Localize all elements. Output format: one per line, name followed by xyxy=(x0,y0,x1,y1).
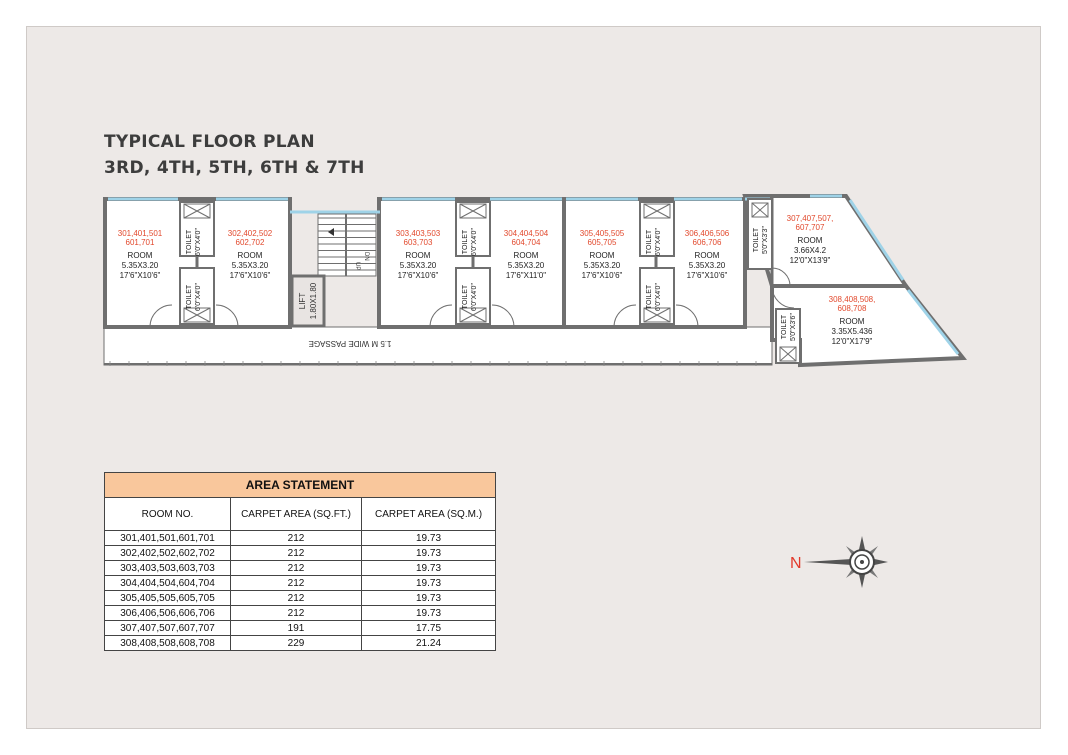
table-row xyxy=(105,546,496,561)
toilet-dimension: 6'0"X4'0" xyxy=(655,283,662,311)
room-label: ROOM xyxy=(797,236,823,245)
room-dimension-m: 5.35X3.20 xyxy=(399,261,437,270)
carpet-sqm-cell: 21.24 xyxy=(362,636,496,651)
room-dimension-m: 5.35X3.20 xyxy=(583,261,621,270)
toilet-label: TOILET xyxy=(462,229,469,255)
unit-number: 302,402,502 xyxy=(227,229,273,238)
carpet-sqft-cell: 229 xyxy=(231,636,362,651)
unit-number: 307,407,507, xyxy=(786,214,834,223)
room-dimension-ft: 17'6"X10'6" xyxy=(229,271,271,280)
unit-number: 601,701 xyxy=(125,238,155,247)
unit-number: 606,706 xyxy=(692,238,722,247)
area-statement-table xyxy=(104,472,496,651)
room-dimension-m: 5.35X3.20 xyxy=(507,261,545,270)
toilet-dimension: 6'0"X4'0" xyxy=(471,283,478,311)
col-header-room-no: ROOM NO. xyxy=(105,498,231,531)
table-row xyxy=(105,636,496,651)
lift-label: LIFT xyxy=(298,292,307,310)
stair-up-label: UP xyxy=(354,262,360,271)
carpet-sqft-cell: 212 xyxy=(231,546,362,561)
room-no-cell: 303,403,503,603,703 xyxy=(105,561,231,576)
north-label: N xyxy=(790,555,802,572)
table-row xyxy=(105,621,496,636)
room-dimension-ft: 12'0"X17'9" xyxy=(831,337,873,346)
table-row xyxy=(105,591,496,606)
carpet-sqft-cell: 212 xyxy=(231,606,362,621)
toilet-label: TOILET xyxy=(753,227,760,253)
carpet-sqm-cell: 19.73 xyxy=(362,606,496,621)
room-dimension-m: 3.35X5.436 xyxy=(831,327,873,336)
area-statement-title: AREA STATEMENT xyxy=(105,473,496,498)
toilet-label: TOILET xyxy=(646,284,653,310)
carpet-sqm-cell: 17.75 xyxy=(362,621,496,636)
toilet-label: TOILET xyxy=(646,229,653,255)
unit-number: 607,707 xyxy=(795,223,825,232)
unit-number: 306,406,506 xyxy=(684,229,730,238)
carpet-sqm-cell: 19.73 xyxy=(362,531,496,546)
room-label: ROOM xyxy=(127,251,153,260)
passage-label: 1.5 M WIDE PASSAGE xyxy=(308,339,392,348)
north-compass xyxy=(790,520,900,600)
room-dimension-ft: 17'6"X10'6" xyxy=(581,271,623,280)
room-label: ROOM xyxy=(405,251,431,260)
carpet-sqft-cell: 212 xyxy=(231,591,362,606)
room-label: ROOM xyxy=(513,251,539,260)
room-label: ROOM xyxy=(839,317,865,326)
toilet-label: TOILET xyxy=(781,314,788,340)
toilet-dimension: 6'0"X4'0" xyxy=(195,228,202,256)
unit-number: 608,708 xyxy=(837,304,867,313)
room-no-cell: 301,401,501,601,701 xyxy=(105,531,231,546)
col-header-carpet-sqft: CARPET AREA (SQ.FT.) xyxy=(231,498,362,531)
carpet-sqft-cell: 212 xyxy=(231,561,362,576)
room-no-cell: 307,407,507,607,707 xyxy=(105,621,231,636)
lift xyxy=(292,276,324,326)
room-label: ROOM xyxy=(237,251,263,260)
carpet-sqft-cell: 212 xyxy=(231,531,362,546)
unit-number: 603,703 xyxy=(403,238,433,247)
unit-number: 304,404,504 xyxy=(503,229,549,238)
table-row xyxy=(105,576,496,591)
room-dimension-m: 5.35X3.20 xyxy=(231,261,269,270)
unit-number: 602,702 xyxy=(235,238,265,247)
room-dimension-m: 5.35X3.20 xyxy=(688,261,726,270)
unit-number: 605,705 xyxy=(587,238,617,247)
carpet-sqft-cell: 212 xyxy=(231,576,362,591)
table-row xyxy=(105,531,496,546)
unit-number: 301,401,501 xyxy=(117,229,163,238)
toilet-dimension: 5'0"X3'3" xyxy=(762,226,769,254)
toilet-dimension: 6'0"X4'0" xyxy=(195,283,202,311)
room-dimension-ft: 17'6"X11'0" xyxy=(505,271,547,280)
col-header-carpet-sqm: CARPET AREA (SQ.M.) xyxy=(362,498,496,531)
toilet-label: TOILET xyxy=(186,229,193,255)
unit-number: 305,405,505 xyxy=(579,229,625,238)
unit-number: 604,704 xyxy=(511,238,541,247)
carpet-sqm-cell: 19.73 xyxy=(362,546,496,561)
carpet-sqm-cell: 19.73 xyxy=(362,591,496,606)
toilet-label: TOILET xyxy=(186,284,193,310)
room-dimension-ft: 17'6"X10'6" xyxy=(397,271,439,280)
room-label: ROOM xyxy=(694,251,720,260)
toilet-dimension: 6'0"X4'0" xyxy=(471,228,478,256)
toilet-dimension: 5'0"X3'6" xyxy=(790,313,797,341)
room-dimension-ft: 17'6"X10'6" xyxy=(686,271,728,280)
room-no-cell: 304,404,504,604,704 xyxy=(105,576,231,591)
room-no-cell: 305,405,505,605,705 xyxy=(105,591,231,606)
lift-dimension: 1.80X1.80 xyxy=(309,282,318,320)
toilet-dimension: 6'0"X4'0" xyxy=(655,228,662,256)
room-no-cell: 306,406,506,606,706 xyxy=(105,606,231,621)
room-no-cell: 302,402,502,602,702 xyxy=(105,546,231,561)
table-row xyxy=(105,561,496,576)
room-label: ROOM xyxy=(589,251,615,260)
unit-number: 303,403,503 xyxy=(395,229,441,238)
stair-down-label: DN xyxy=(363,252,369,261)
plan-subtitle-floors: 3RD, 4TH, 5TH, 6TH & 7TH xyxy=(104,158,365,178)
carpet-sqm-cell: 19.73 xyxy=(362,576,496,591)
carpet-sqm-cell: 19.73 xyxy=(362,561,496,576)
passage-area xyxy=(104,327,772,366)
room-dimension-ft: 12'0"X13'9" xyxy=(789,256,831,265)
staircase xyxy=(318,214,376,276)
plan-title: TYPICAL FLOOR PLAN xyxy=(104,132,315,152)
carpet-sqft-cell: 191 xyxy=(231,621,362,636)
room-dimension-m: 5.35X3.20 xyxy=(121,261,159,270)
table-row xyxy=(105,606,496,621)
unit-number: 308,408,508, xyxy=(828,295,876,304)
compass-rose-icon xyxy=(804,536,888,588)
room-dimension-m: 3.66X4.2 xyxy=(793,246,827,255)
room-dimension-ft: 17'6"X10'6" xyxy=(119,271,161,280)
room-no-cell: 308,408,508,608,708 xyxy=(105,636,231,651)
toilet-label: TOILET xyxy=(462,284,469,310)
